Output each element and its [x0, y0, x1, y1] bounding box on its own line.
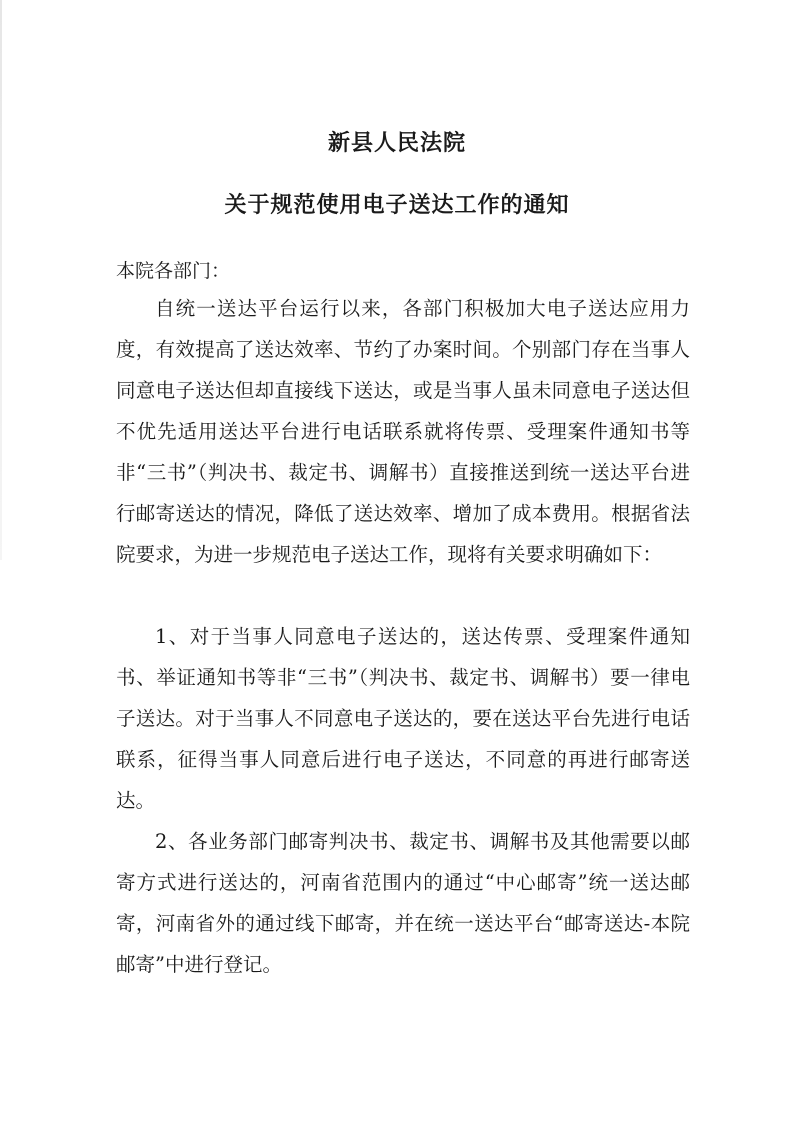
issuer-title: 新县人民法院	[327, 130, 466, 156]
body-paragraph-item-2: 2、各业务部门邮寄判决书、裁定书、调解书及其他需要以邮寄方式进行送达的，河南省范围内的通过“中心邮寄”统一送达邮寄，河南省外的通过线下邮寄，并在统一送达平台“邮寄送达-本院邮寄”中进行登记。	[116, 830, 690, 976]
scan-edge-shadow	[0, 0, 2, 560]
notice-title: 关于规范使用电子送达工作的通知	[224, 192, 570, 218]
body-paragraph-intro: 自统一送达平台运行以来，各部门积极加大电子送达应用力度，有效提高了送达效率、节约了办案时间。个别部门存在当事人同意电子送达但却直接线下送达，或是当事人虽未同意电子送达但不优先适用送达平台进行电话联系就将传票、受理案件通知书等非“三书”（判决书、裁定书、调解书）直接推送到统一送达平台进行邮寄送达的情况，降低了送达效率、增加了成本费用。根据省法院要求，为进一步规范电子送达工作，现将有关要求明确如下：	[116, 297, 690, 566]
salutation: 本院各部门：	[116, 260, 231, 282]
body-paragraph-item-1: 1、对于当事人同意电子送达的，送达传票、受理案件通知书、举证通知书等非“三书”（判决书、裁定书、调解书）要一律电子送达。对于当事人不同意电子送达的，要在送达平台先进行电话联系，征得当事人同意后进行电子送达，不同意的再进行邮寄送达。	[116, 625, 690, 812]
